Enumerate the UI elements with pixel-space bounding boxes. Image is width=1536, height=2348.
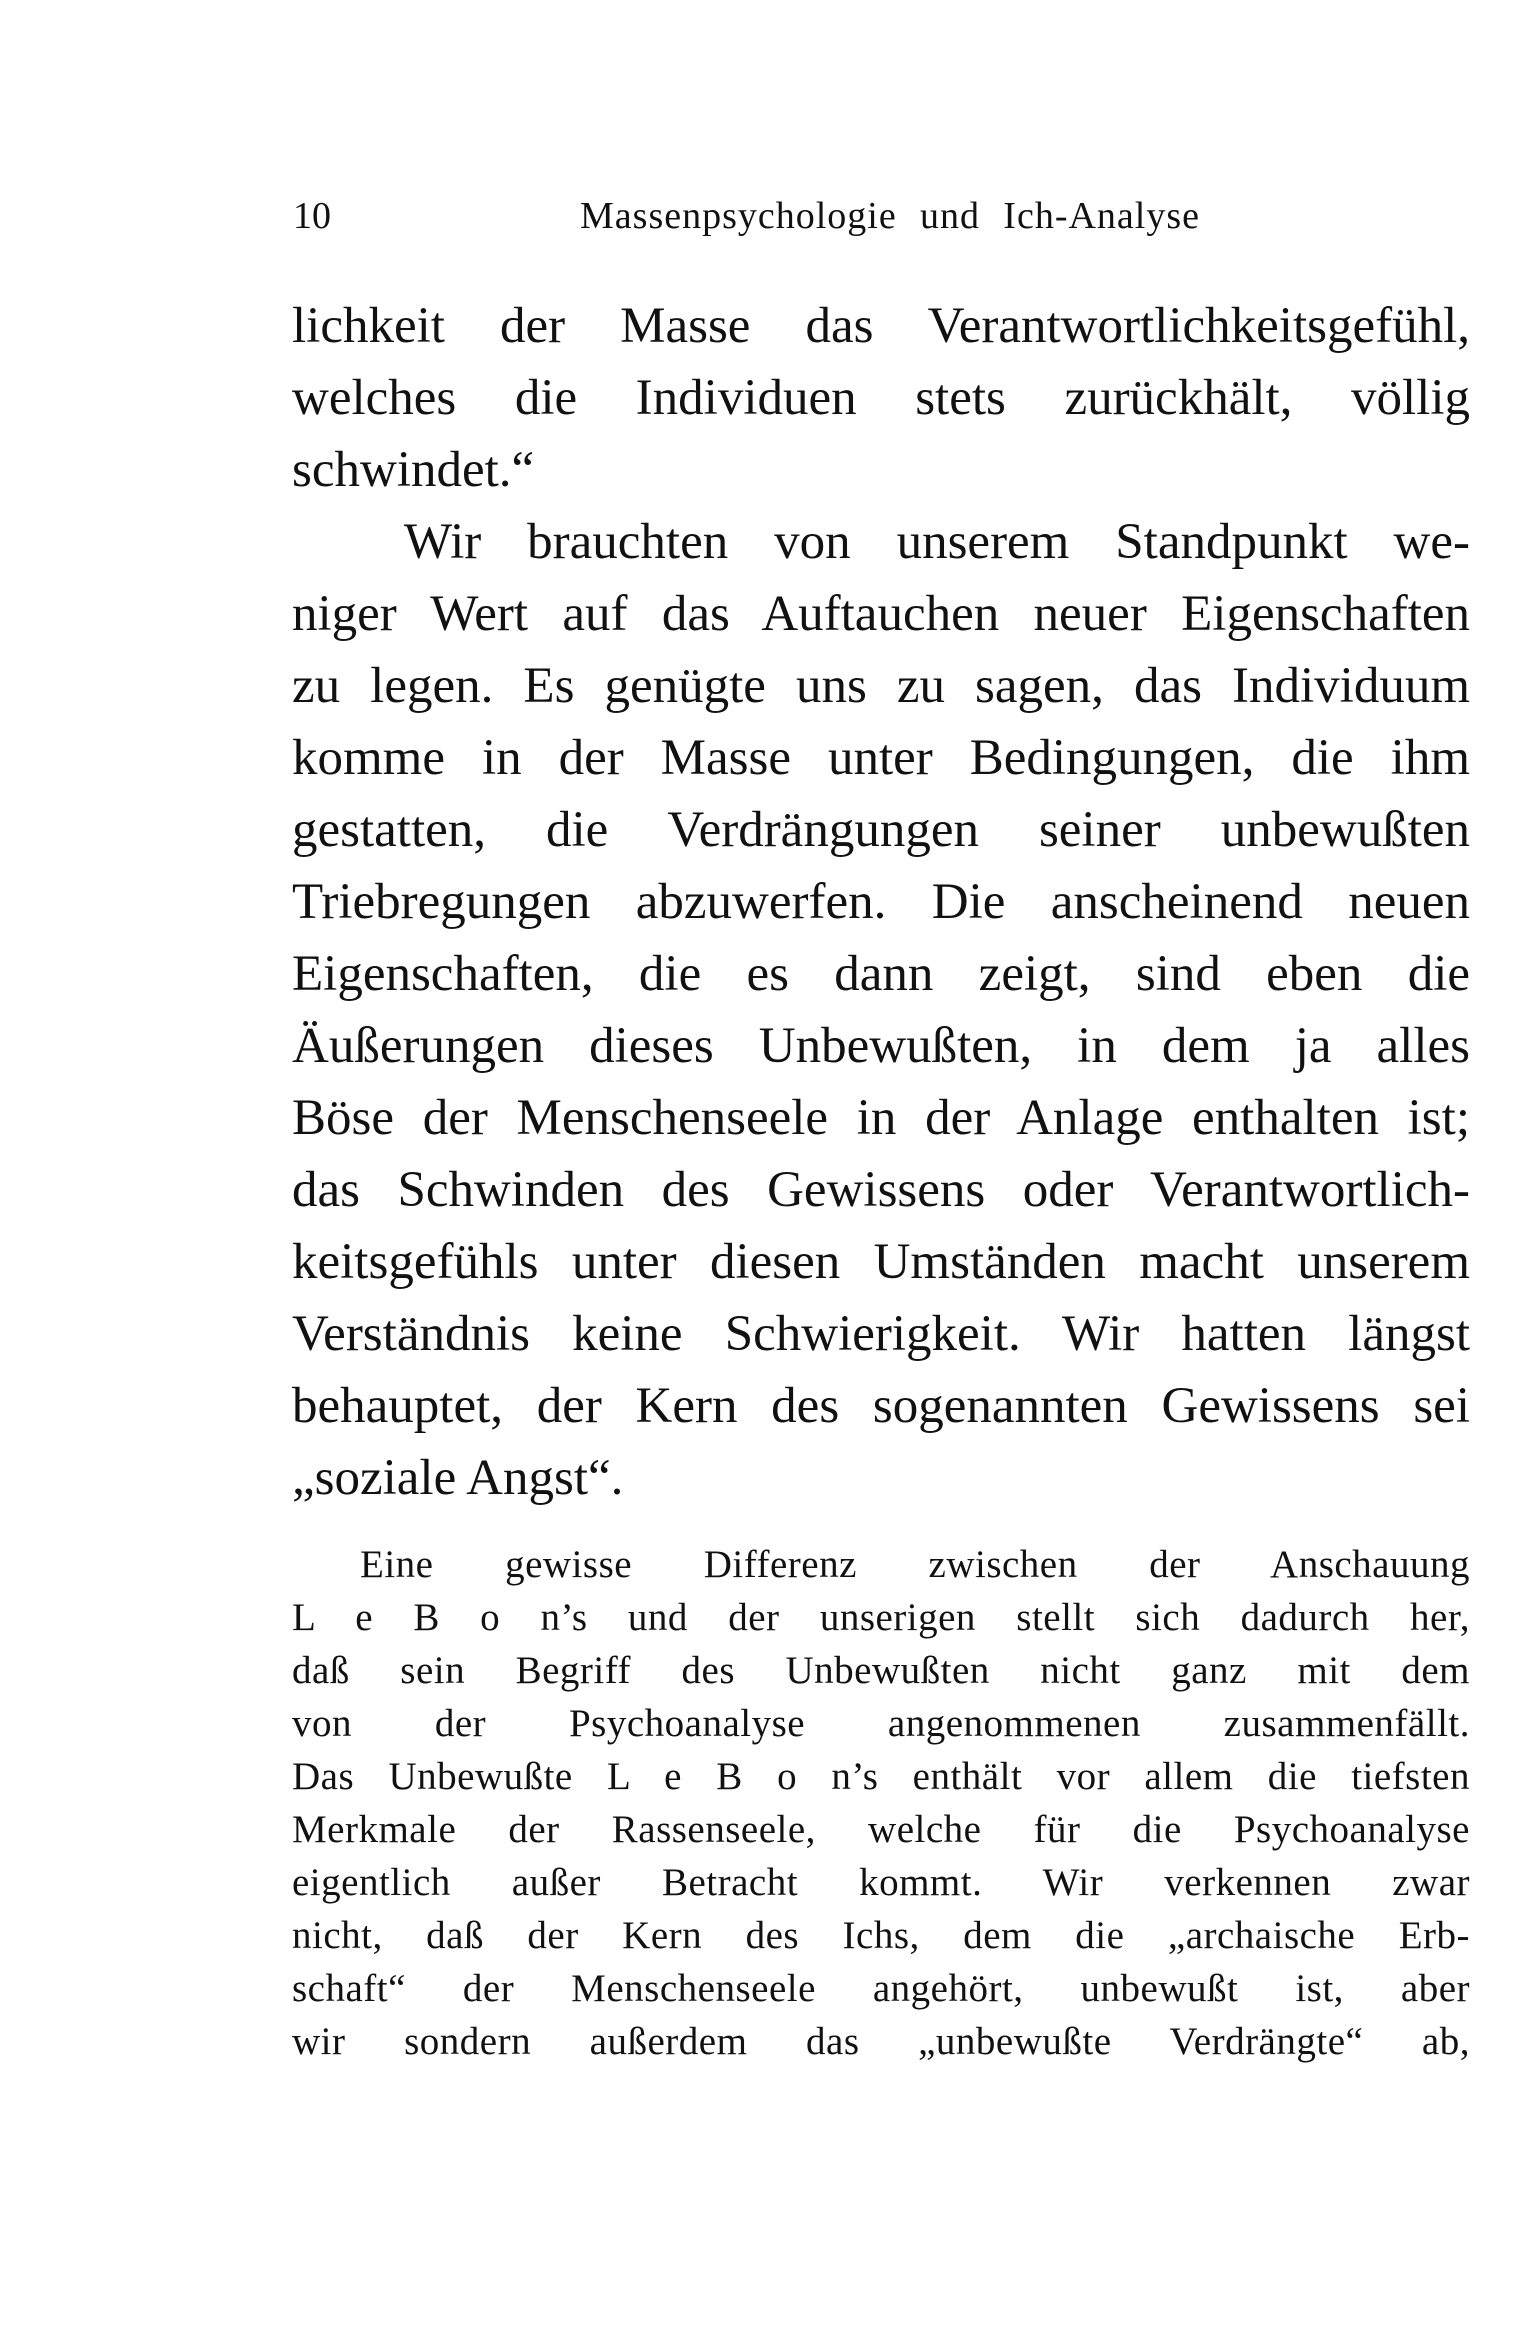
text-line: L e B o n’s und der unserigen stellt sich dadurch her, [292, 1596, 1470, 1639]
text-line: niger Wert auf das Auftauchen neuer Eigenschaften [292, 586, 1470, 642]
text-line: zu legen. Es genügte uns zu sagen, das Individuum [292, 658, 1470, 714]
text-line: nicht, daß der Kern des Ichs, dem die „archaische Erb- [292, 1914, 1470, 1957]
text-line: gestatten, die Verdrängungen seiner unbewußten [292, 802, 1470, 858]
text-line: Merkmale der Rassenseele, welche für die Psychoanalyse [292, 1808, 1470, 1851]
text-line: Äußerungen dieses Unbewußten, in dem ja alles [292, 1018, 1470, 1074]
text-line: lichkeit der Masse das Verantwortlichkeitsgefühl, [292, 298, 1470, 354]
text-line: welches die Individuen stets zurückhält, völlig [292, 370, 1470, 426]
text-line: komme in der Masse unter Bedingungen, die ihm [292, 730, 1470, 786]
text-line: das Schwinden des Gewissens oder Verantwortlich- [292, 1162, 1470, 1218]
text-line: schwindet.“ [292, 442, 535, 498]
page-number: 10 [293, 195, 331, 237]
text-line: Eigenschaften, die es dann zeigt, sind eben die [292, 946, 1470, 1002]
text-line: daß sein Begriff des Unbewußten nicht ganz mit dem [292, 1649, 1470, 1692]
text-line: keitsgefühls unter diesen Umständen macht unserem [292, 1234, 1470, 1290]
text-line: Böse der Menschenseele in der Anlage enthalten ist; [292, 1090, 1470, 1146]
text-line: Triebregungen abzuwerfen. Die anscheinend neuen [292, 874, 1470, 930]
text-line: behauptet, der Kern des sogenannten Gewissens sei [292, 1378, 1470, 1434]
text-line: Das Unbewußte L e B o n’s enthält vor allem die tiefsten [292, 1755, 1470, 1798]
note-text [292, 1538, 1470, 2068]
running-title: Massenpsychologie und Ich-Analyse [580, 195, 1200, 237]
text-line: wir sondern außerdem das „unbewußte Verdrängte“ ab, [292, 2020, 1470, 2063]
text-line: eigentlich außer Betracht kommt. Wir verkennen zwar [292, 1861, 1470, 1904]
text-line: Verständnis keine Schwierigkeit. Wir hatten längst [292, 1306, 1470, 1362]
text-line: „soziale Angst“. [292, 1450, 624, 1506]
text-line: von der Psychoanalyse angenommenen zusammenfällt. [292, 1702, 1470, 1745]
text-line: Eine gewisse Differenz zwischen der Anschauung [360, 1543, 1470, 1586]
main-text [292, 290, 1470, 1514]
text-line: Wir brauchten von unserem Standpunkt we- [404, 514, 1470, 570]
text-line: schaft“ der Menschenseele angehört, unbewußt ist, aber [292, 1967, 1470, 2010]
